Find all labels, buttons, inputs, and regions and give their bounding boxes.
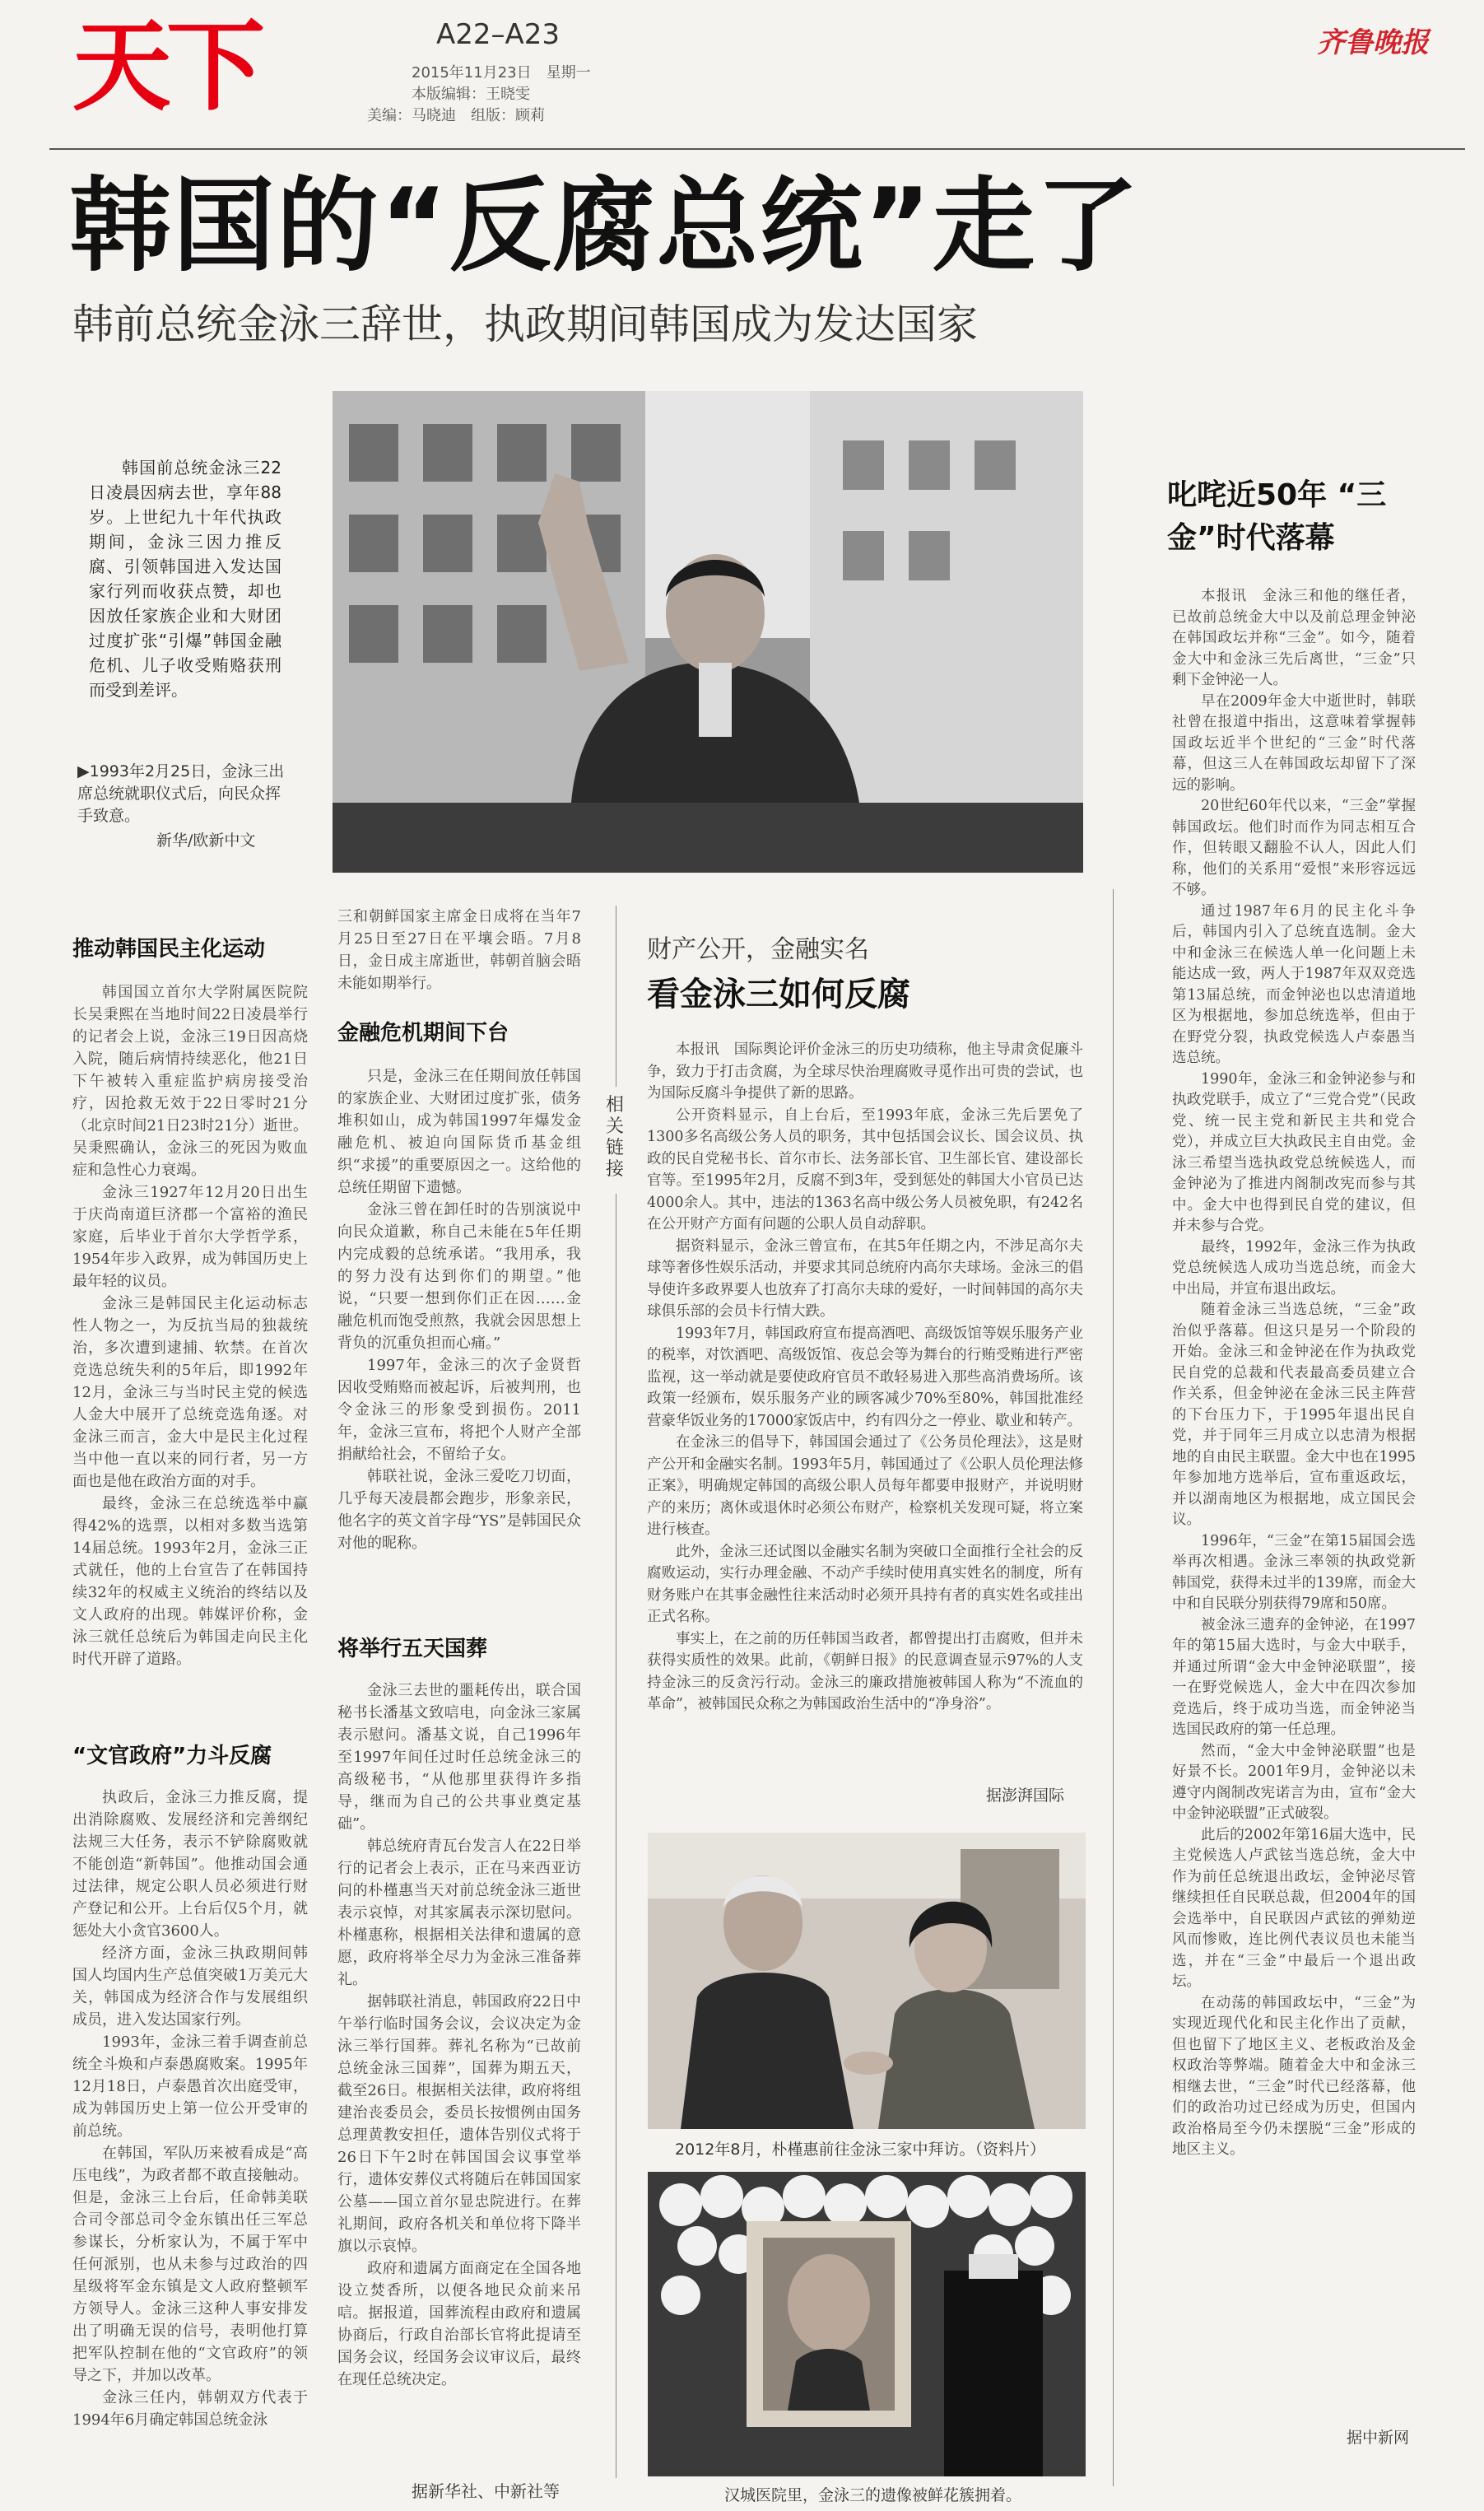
related-story-heading: 看金泳三如何反腐 (647, 976, 910, 1013)
column-4-credit: 据中新网 (1347, 2429, 1410, 2447)
paragraph: 本报讯 国际舆论评价金泳三的历史功绩称，他主导肃贪促廉斗争，致力于打击贪腐，为全球尽快治理腐败寻觅作出可贵的尝试，也为国际反腐斗争提供了新的思路。 (647, 1041, 1083, 1102)
paragraph: 事实上，在之前的历任韩国当政者，都曾提出打击腐败，但并未获得实质性的效果。此前，《朝鲜日报》的民意调查显示97%的人支持金泳三的反贪污行动。金泳三的廉政措施被韩国人称为“不流血的革命”，被韩国民众称之为韩国政治生活中的“净身浴”。 (647, 1630, 1083, 1712)
paragraph: 韩总统府青瓦台发言人在22日举行的记者会上表示，正在马来西亚访问的朴槿惠当天对前总统金泳三逝世表示哀悼，对其家属表示深切慰问。朴槿惠称，根据相关法律和遗属的意愿，政府将举全尽力为金泳三准备葬礼。 (337, 1838, 581, 1988)
article-column-4 (1172, 586, 1416, 2397)
paragraph: 金泳三是韩国民主化运动标志性人物之一，为反抗当局的独裁统治，多次遭到逮捕、软禁。在首次竞选总统失利的5年后，即1992年12月，金泳三与当时民主党的候选人金大中展开了总统竞选角逐。对金泳三而言，金大中是民主化过程当中他一直以来的同行者，另一方面也是他在政治方面的对手。 (72, 1295, 308, 1490)
photo-park-visit (648, 1833, 1086, 2129)
paragraph: 1996年，“三金”在第15届国会选举再次相遇。金泳三率领的执政党新韩国党，获得未过半的139席，而金大中和自民联分别获得79席和50席。 (1172, 1532, 1416, 1612)
paragraph: 只是，金泳三在任期间放任韩国的家族企业、大财团过度扩张，债务堆积如山，成为韩国1997年爆发金融危机、被迫向国际货币基金组织“求援”的重要原因之一。这给他的总统任期留下遗憾。 (337, 1068, 581, 1196)
main-photo-credit: 新华/欧新中文 (156, 832, 256, 850)
photo-memorial (648, 2172, 1086, 2476)
related-story-body (647, 1039, 1083, 1780)
paragraph: 据资料显示，金泳三曾宣布，在其5年任期之内，不涉足高尔夫球等奢侈性娱乐活动，并要求其同总统府内高尔夫球场。金泳三的倡导使许多政界要人也放弃了打高尔夫球的爱好，一时间韩国的高尔夫球俱乐部的会员卡行情大跌。 (647, 1237, 1083, 1320)
subheadline: 韩前总统金泳三辞世，执政期间韩国成为发达国家 (72, 300, 978, 348)
page-design: 美编：马晓迪 组版：顾莉 (367, 107, 545, 124)
masthead: 天下 (72, 10, 260, 124)
header-divider (49, 148, 1465, 150)
paragraph: 韩联社说，金泳三爱吃刀切面，几乎每天凌晨都会跑步，形象亲民，他名字的英文首字母“YS”是韩国民众对他的昵称。 (337, 1468, 581, 1552)
article-column-2 (337, 1065, 581, 1625)
paragraph: 本报讯 金泳三和他的继任者，已故前总统金大中以及前总理金钟泌在韩国政坛并称“三金”。如今，随着金大中和金泳三先后离世，“三金”只剩下金钟泌一人。 (1172, 588, 1416, 688)
paragraph: 被金泳三遗弃的金钟泌，在1997年的第15届大选时，与金大中联手，并通过所谓“金大中金钟泌联盟”，接一在野党候选人，金大中在四次参加竞选后，终于成功当选，而金钟泌当选国民政府的第一任总理。 (1172, 1616, 1416, 1738)
column-divider (1113, 889, 1114, 2486)
paragraph: 通过1987年6月的民主化斗争后，韩国内引入了总统直选制。金大中和金泳三在候选人单一化问题上未能达成一致，两人于1987年双双竞选第13届总统，而金钟泌也以忠清道地区为根据地，参加总统选举，但由于在野党分裂，执政党候选人卢泰愚当选总统。 (1172, 902, 1416, 1066)
paragraph: 金泳三去世的噩耗传出，联合国秘书长潘基文致唁电，向金泳三家属表示慰问。潘基文说，自己1996年至1997年间任过时任总统金泳三的高级秘书，“从他那里获得许多指导，继而为自己的公共事业奠定基础”。 (337, 1682, 581, 1833)
article-column-2b (337, 1679, 581, 2462)
paragraph: 据韩联社消息，韩国政府22日中午举行临时国务会议，会议决定为金泳三举行国葬。葬礼名称为“已故前总统金泳三国葬”，国葬为期五天，截至26日。根据相关法律，政府将组建治丧委员会，委员长按惯例由国务总理黄教安担任，遗体告别仪式将于26日下午2时在韩国国会议事堂举行，遗体安葬仪式将随后在韩国国家公墓——国立首尔显忠院进行。在葬礼期间，政府各机关和单位将下降半旗以示哀悼。 (337, 1993, 581, 2255)
column-2-credit: 据新华社、中新社等 (412, 2481, 560, 2501)
page-range: A22–A23 (436, 18, 561, 51)
paragraph: 金泳三1927年12月20日出生于庆尚南道巨济郡一个富裕的渔民家庭，后毕业于首尔大学哲学系，1954年步入政界，成为韩国历史上最年轻的议员。 (72, 1184, 308, 1290)
paragraph: 此后的2002年第16届大选中，民主党候选人卢武铉当选总统，金大中作为前任总统退出政坛，金钟泌尽管继续担任自民联总裁，但2004年的国会选举中，自民联因卢武铉的弹劾逆风而惨败，连比例代表议员也未能当选，并在“三金”中最后一个退出政坛。 (1172, 1826, 1416, 1990)
photo-memorial-portrait (648, 2172, 1086, 2476)
paragraph: 经济方面，金泳三执政期间韩国人均国内生产总值突破1万美元大关，韩国成为经济合作与发展组织成员，进入发达国家行列。 (72, 1945, 308, 2029)
main-photo-caption: ▶1993年2月25日，金泳三出席总统就职仪式后，向民众挥手致意。 (77, 762, 285, 825)
paragraph: 执政后，金泳三力推反腐，提出消除腐败、发展经济和完善纲纪法规三大任务，表示不铲除腐败就不能创造“新韩国”。他推动国会通过法律，规定公职人员必须进行财产登记和公开。上台后仅5个月，就惩处大小贪官3600人。 (72, 1789, 308, 1940)
paragraph: 在动荡的韩国政坛中，“三金”为实现近现代化和民主化作出了贡献，但也留下了地区主义、老板政治及金权政治等弊端。随着金大中和金泳三相继去世，“三金”时代已经落幕，他们的政治功过已经成为历史，但国内政治格局至今仍未摆脱“三金”形成的地区主义。 (1172, 1994, 1416, 2158)
paragraph: 金泳三任内，韩朝双方代表于1994年6月确定韩国总统金泳 (72, 2389, 308, 2429)
paragraph: 金泳三曾在卸任时的告别演说中向民众道歉，称自己未能在5年任期内完成毅的总统承诺。“我用承，我的努力没有达到你们的期望。”他说，“只要一想到你们正在因……金融危机而饱受煎熬，我就会因思想上背负的沉重负担而心痛。” (337, 1201, 581, 1352)
section-heading-three-kims: 叱咤近50年 “三金”时代落幕 (1167, 478, 1387, 555)
paragraph: 1993年7月，韩国政府宣布提高酒吧、高级饭馆等娱乐服务产业的税率，对饮酒吧、高级饭馆、夜总会等为舞台的行贿受贿进行严密监视，这一举动就是要使政府官员不敢轻易进入那些高消费场所。该政策一经颁布，娱乐服务产业的顾客减少70%至80%，韩国批准经营豪华饭业务的17000家饭店中，约有四分之一停业、歇业和转产。 (647, 1325, 1083, 1429)
paragraph: 早在2009年金大中逝世时，韩联社曾在报道中指出，这意味着掌握韩国政坛近半个世纪的“三金”时代落幕，但这三人在韩国政坛却留下了深远的影响。 (1172, 692, 1416, 794)
paragraph: 然而，“金大中金钟泌联盟”也是好景不长。2001年9月，金钟泌以未遵守内阁制改宪诺言为由，宣布“金大中金钟泌联盟”正式破裂。 (1172, 1742, 1416, 1822)
paragraph: 三和朝鲜国家主席金日成将在当年7月25日至27日在平壤会晤。7月8日，金日成主席逝世，韩朝首脑会晤未能如期举行。 (337, 908, 581, 992)
paragraph: 1990年，金泳三和金钟泌参与和执政党联手，成立了“三党合党”（民政党、统一民主党和新民主共和党合党），并成立巨大执政民主自由党。金泳三希望当选执政党总统候选人，而金钟泌为了推进内阁制改宪而参与其中。金大中也得到民自党的建议，但并未参与合党。 (1172, 1070, 1416, 1234)
photo-handshake (648, 1833, 1086, 2129)
photo2-caption: 2012年8月，朴槿惠前往金泳三家中拜访。（资料片） (675, 2141, 1045, 2159)
paragraph: 公开资料显示，自上台后，至1993年底，金泳三先后罢免了1300多名高级公务人员的职务，其中包括国会议长、国会议员、执政的民自党秘书长、首尔市长、法务部长官、卫生部长官、建设部长官等。至1995年2月，反腐不到3年，受到惩处的韩国大小官员已达4000余人。其中，违法的1363名高中级公务人员被免职，有242名在公开财产方面有问题的公职人员自动辞职。 (647, 1106, 1083, 1232)
section-heading-state-funeral: 将举行五天国葬 (337, 1637, 488, 1661)
paragraph: 1993年，金泳三着手调查前总统全斗焕和卢泰愚腐败案。1995年12月18日，卢泰愚首次出庭受审，成为韩国历史上第一位公开受审的前总统。 (72, 2033, 308, 2140)
newspaper-logo: 齐鲁晚报 (1317, 26, 1429, 59)
paragraph: 20世纪60年代以来，“三金”掌握韩国政坛。他们时而作为同志相互合作，但转眼又翻脸不认人，因此人们称，他们的关系用“爱恨”来形容远远不够。 (1172, 798, 1416, 898)
article-column-1b (72, 1787, 308, 2478)
photo-kim-waving (333, 391, 1083, 873)
page-editor: 本版编辑：王晓雯 (412, 86, 530, 103)
paragraph: 最终，1992年，金泳三作为执政党总统候选人成功当选总统，而金大中出局，并宣布退出政坛。 (1172, 1238, 1416, 1297)
section-heading-financial-crisis: 金融危机期间下台 (337, 1021, 509, 1046)
article-column-2-top (337, 906, 581, 996)
paragraph: 1997年，金泳三的次子金贤哲因收受贿赂而被起诉，后被判刑，也令金泳三的形象受到损伤。2011年，金泳三宣布，将把个人财产全部捐献给社会，不留给子女。 (337, 1357, 581, 1463)
main-photo (333, 391, 1083, 873)
paragraph: 政府和遗属方面商定在全国各地设立焚香所，以便各地民众前来吊唁。据报道，国葬流程由政府和遗属协商后，行政自治部长官将此提请至国务会议，经国务会议审议后，最终在现任总统决定。 (337, 2260, 581, 2388)
article-column-1 (72, 981, 308, 1668)
related-story-credit: 据澎湃国际 (986, 1787, 1065, 1805)
paragraph: 最终，金泳三在总统选举中赢得42%的选票，以相对多数当选第14届总统。1993年2月，金泳三正式就任，他的上台宣告了在韩国持续32年的权威主义统治的终结以及文人政府的出现。韩媒评价称，金泳三就任总统后为韩国走向民主化时代开辟了道路。 (72, 1495, 308, 1668)
paragraph: 此外，金泳三还试图以金融实名制为突破口全面推行全社会的反腐败运动，实行办理金融、不动产手续时使用真实姓名的制度，所有财务账户在其事金融性往来活动时必须开具持有者的真实姓名或挂出正式名称。 (647, 1543, 1083, 1625)
paragraph: 在金泳三的倡导下，韩国国会通过了《公务员伦理法》，这是财产公开和金融实名制。1993年5月，韩国通过了《公职人员伦理法修正案》，明确规定韩国的高级公职人员每年都要申报财产，并说明财产的来历；离休或退休时必须公布财产，检察机关发现可疑，将立案进行核查。 (647, 1434, 1083, 1538)
headline: 韩国的“反腐总统”走了 (69, 167, 1140, 286)
section-heading-anticorruption: “文官政府”力斗反腐 (72, 1744, 272, 1768)
paragraph: 韩国国立首尔大学附属医院院长吴秉熙在当地时间22日凌晨举行的记者会上说，金泳三19日因高烧入院，随后病情持续恶化，他21日下午被转入重症监护病房接受治疗，因抢救无效于22日零时21分（北京时间21日23时21分）逝世。吴秉熙确认，金泳三的死因为败血症和急性心力衰竭。 (72, 984, 308, 1179)
photo3-caption: 汉城医院里，金泳三的遗像被鲜花簇拥着。 (724, 2486, 1022, 2504)
related-links-label: 相关链接 (606, 1095, 625, 1180)
issue-date: 2015年11月23日 星期一 (412, 64, 591, 82)
related-story-kicker: 财产公开，金融实名 (647, 935, 869, 964)
section-heading-democratization: 推动韩国民主化运动 (72, 937, 266, 962)
paragraph: 随着金泳三当选总统，“三金”政治似乎落幕。但这只是另一个阶段的开始。金泳三和金钟泌在作为执政党民自党的总裁和代表最高委员建立合作关系，但金钟泌在金泳三民主阵营的下台压力下，于1995年退出民自党，并于同年三月成立以忠清为根据地的自由民主联盟。金大中也在1995年参加地方选举后，宣布重返政坛，并以湖南地区为根据地，成立国民会议。 (1172, 1302, 1416, 1528)
paragraph: 在韩国，军队历来被看成是“高压电线”，为政者都不敢直接触动。但是，金泳三上台后，任命韩美联合司令部总司令金东镇出任三军总参谋长，分析家认为，不属于军中任何派别，也从未参与过政治的四星级将军金东镇是文人政府整顿军方领导人。金泳三这种人事安排发出了明确无误的信号，表明他打算把军队控制在他的“文官政府”的领导之下，并加以改革。 (72, 2145, 308, 2384)
lead-paragraph: 韩国前总统金泳三22日凌晨因病去世，享年88岁。上世纪九十年代执政期间，金泳三因力推反腐、引领韩国进入发达国家行列而收获点赞，却也因放任家族企业和大财团过度扩张“引爆”韩国金融危机、儿子收受贿赂获刑而受到差评。 (89, 458, 281, 700)
